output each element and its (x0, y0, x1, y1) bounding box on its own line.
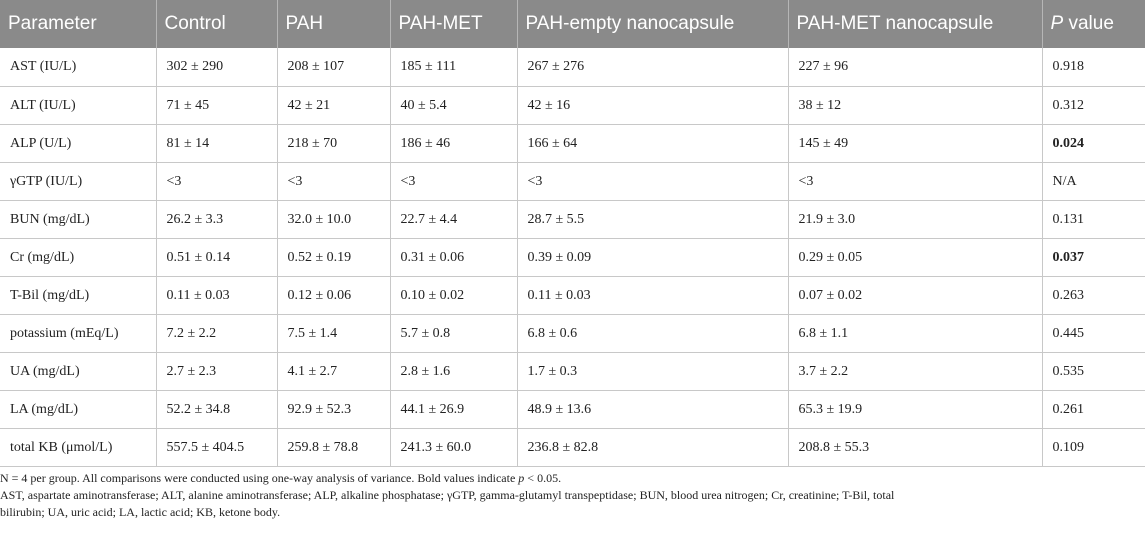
cell-pah-empty-nanocapsule: 0.39 ± 0.09 (517, 239, 788, 277)
cell-pah-met-nanocapsule: 0.07 ± 0.02 (788, 277, 1042, 315)
cell-p-value: 0.037 (1042, 239, 1145, 277)
cell-parameter: ALP (U/L) (0, 125, 156, 163)
cell-pah-empty-nanocapsule: <3 (517, 163, 788, 201)
cell-pah-met: 0.31 ± 0.06 (390, 239, 517, 277)
cell-pah-empty-nanocapsule: 28.7 ± 5.5 (517, 201, 788, 239)
header-parameter: Parameter (0, 0, 156, 48)
cell-pah-met-nanocapsule: 145 ± 49 (788, 125, 1042, 163)
table-row (0, 353, 1145, 391)
cell-pah-met: 241.3 ± 60.0 (390, 429, 517, 467)
footnote-line-1 (0, 470, 1140, 487)
cell-control: 7.2 ± 2.2 (156, 315, 277, 353)
table-row (0, 277, 1145, 315)
cell-pah-empty-nanocapsule: 0.11 ± 0.03 (517, 277, 788, 315)
cell-parameter: AST (IU/L) (0, 48, 156, 87)
cell-p-value: 0.024 (1042, 125, 1145, 163)
cell-control: <3 (156, 163, 277, 201)
footnote-line-1-a: N = 4 per group. All comparisons were conducted using one-way analysis of variance. Bold values indicate (0, 471, 519, 485)
cell-pah-met-nanocapsule: 227 ± 96 (788, 48, 1042, 87)
cell-pah: 0.12 ± 0.06 (277, 277, 390, 315)
table-row (0, 239, 1145, 277)
cell-pah-met: 5.7 ± 0.8 (390, 315, 517, 353)
cell-pah: 32.0 ± 10.0 (277, 201, 390, 239)
cell-pah: 92.9 ± 52.3 (277, 391, 390, 429)
cell-p-value: 0.261 (1042, 391, 1145, 429)
cell-pah: 218 ± 70 (277, 125, 390, 163)
cell-pah-empty-nanocapsule: 267 ± 276 (517, 48, 788, 87)
cell-pah: 7.5 ± 1.4 (277, 315, 390, 353)
cell-parameter: Cr (mg/dL) (0, 239, 156, 277)
table-row (0, 201, 1145, 239)
cell-control: 2.7 ± 2.3 (156, 353, 277, 391)
table-row (0, 391, 1145, 429)
footnote-abbreviations-line-2: bilirubin; UA, uric acid; LA, lactic acid; KB, ketone body. (0, 505, 281, 519)
header-p-rest: value (1063, 13, 1114, 34)
header-p-value (1042, 0, 1145, 48)
cell-control: 52.2 ± 34.8 (156, 391, 277, 429)
cell-pah-met: 44.1 ± 26.9 (390, 391, 517, 429)
cell-pah-met-nanocapsule: 6.8 ± 1.1 (788, 315, 1042, 353)
cell-parameter: LA (mg/dL) (0, 391, 156, 429)
cell-parameter: potassium (mEq/L) (0, 315, 156, 353)
cell-pah-met: 40 ± 5.4 (390, 87, 517, 125)
cell-control: 26.2 ± 3.3 (156, 201, 277, 239)
table-row (0, 48, 1145, 87)
cell-pah-met: 2.8 ± 1.6 (390, 353, 517, 391)
cell-pah: 208 ± 107 (277, 48, 390, 87)
cell-p-value: 0.109 (1042, 429, 1145, 467)
cell-pah-met: <3 (390, 163, 517, 201)
footnote-line-1-b: < 0.05. (524, 471, 562, 485)
footnote-abbreviations-line-1: AST, aspartate aminotransferase; ALT, alanine aminotransferase; ALP, alkaline phosphatase; γGTP, gamma-glutamyl transpeptidase; BUN, blood urea nitrogen; Cr, creatinine; T-Bil, total (0, 488, 895, 502)
cell-pah: <3 (277, 163, 390, 201)
cell-pah-met-nanocapsule: 3.7 ± 2.2 (788, 353, 1042, 391)
cell-parameter: BUN (mg/dL) (0, 201, 156, 239)
cell-p-value: 0.131 (1042, 201, 1145, 239)
cell-pah-met-nanocapsule: 65.3 ± 19.9 (788, 391, 1042, 429)
cell-p-value: 0.445 (1042, 315, 1145, 353)
table-footnote (0, 470, 1140, 521)
cell-p-value: N/A (1042, 163, 1145, 201)
cell-p-value: 0.918 (1042, 48, 1145, 87)
cell-pah-empty-nanocapsule: 236.8 ± 82.8 (517, 429, 788, 467)
table-row (0, 429, 1145, 467)
header-pah-met-nanocapsule: PAH-MET nanocapsule (788, 0, 1042, 48)
cell-pah: 42 ± 21 (277, 87, 390, 125)
cell-parameter: UA (mg/dL) (0, 353, 156, 391)
cell-pah: 4.1 ± 2.7 (277, 353, 390, 391)
cell-parameter: T-Bil (mg/dL) (0, 277, 156, 315)
header-pah-met: PAH-MET (390, 0, 517, 48)
cell-pah-met-nanocapsule: 21.9 ± 3.0 (788, 201, 1042, 239)
cell-pah-met-nanocapsule: 208.8 ± 55.3 (788, 429, 1042, 467)
cell-p-value: 0.535 (1042, 353, 1145, 391)
table-row (0, 125, 1145, 163)
cell-pah-met: 185 ± 111 (390, 48, 517, 87)
cell-control: 0.51 ± 0.14 (156, 239, 277, 277)
cell-pah: 259.8 ± 78.8 (277, 429, 390, 467)
cell-pah: 0.52 ± 0.19 (277, 239, 390, 277)
cell-parameter: ALT (IU/L) (0, 87, 156, 125)
table-row (0, 163, 1145, 201)
cell-pah-met-nanocapsule: 38 ± 12 (788, 87, 1042, 125)
cell-pah-empty-nanocapsule: 48.9 ± 13.6 (517, 391, 788, 429)
header-pah-empty-nanocapsule: PAH-empty nanocapsule (517, 0, 788, 48)
cell-pah-empty-nanocapsule: 1.7 ± 0.3 (517, 353, 788, 391)
cell-control: 557.5 ± 404.5 (156, 429, 277, 467)
cell-pah-empty-nanocapsule: 42 ± 16 (517, 87, 788, 125)
header-p-letter: P (1050, 13, 1064, 34)
cell-pah-empty-nanocapsule: 166 ± 64 (517, 125, 788, 163)
cell-parameter: γGTP (IU/L) (0, 163, 156, 201)
table-row (0, 315, 1145, 353)
cell-control: 81 ± 14 (156, 125, 277, 163)
cell-p-value: 0.263 (1042, 277, 1145, 315)
header-pah: PAH (277, 0, 390, 48)
cell-pah-met-nanocapsule: <3 (788, 163, 1042, 201)
table-row (0, 87, 1145, 125)
table-header (0, 0, 1145, 48)
cell-pah-empty-nanocapsule: 6.8 ± 0.6 (517, 315, 788, 353)
cell-pah-met-nanocapsule: 0.29 ± 0.05 (788, 239, 1042, 277)
cell-control: 71 ± 45 (156, 87, 277, 125)
cell-pah-met: 0.10 ± 0.02 (390, 277, 517, 315)
cell-control: 302 ± 290 (156, 48, 277, 87)
cell-p-value: 0.312 (1042, 87, 1145, 125)
cell-parameter: total KB (μmol/L) (0, 429, 156, 467)
cell-pah-met: 22.7 ± 4.4 (390, 201, 517, 239)
table-body (0, 48, 1145, 467)
header-control: Control (156, 0, 277, 48)
footnote-p-symbol: p (518, 471, 525, 485)
header-row (0, 0, 1145, 48)
cell-pah-met: 186 ± 46 (390, 125, 517, 163)
cell-control: 0.11 ± 0.03 (156, 277, 277, 315)
